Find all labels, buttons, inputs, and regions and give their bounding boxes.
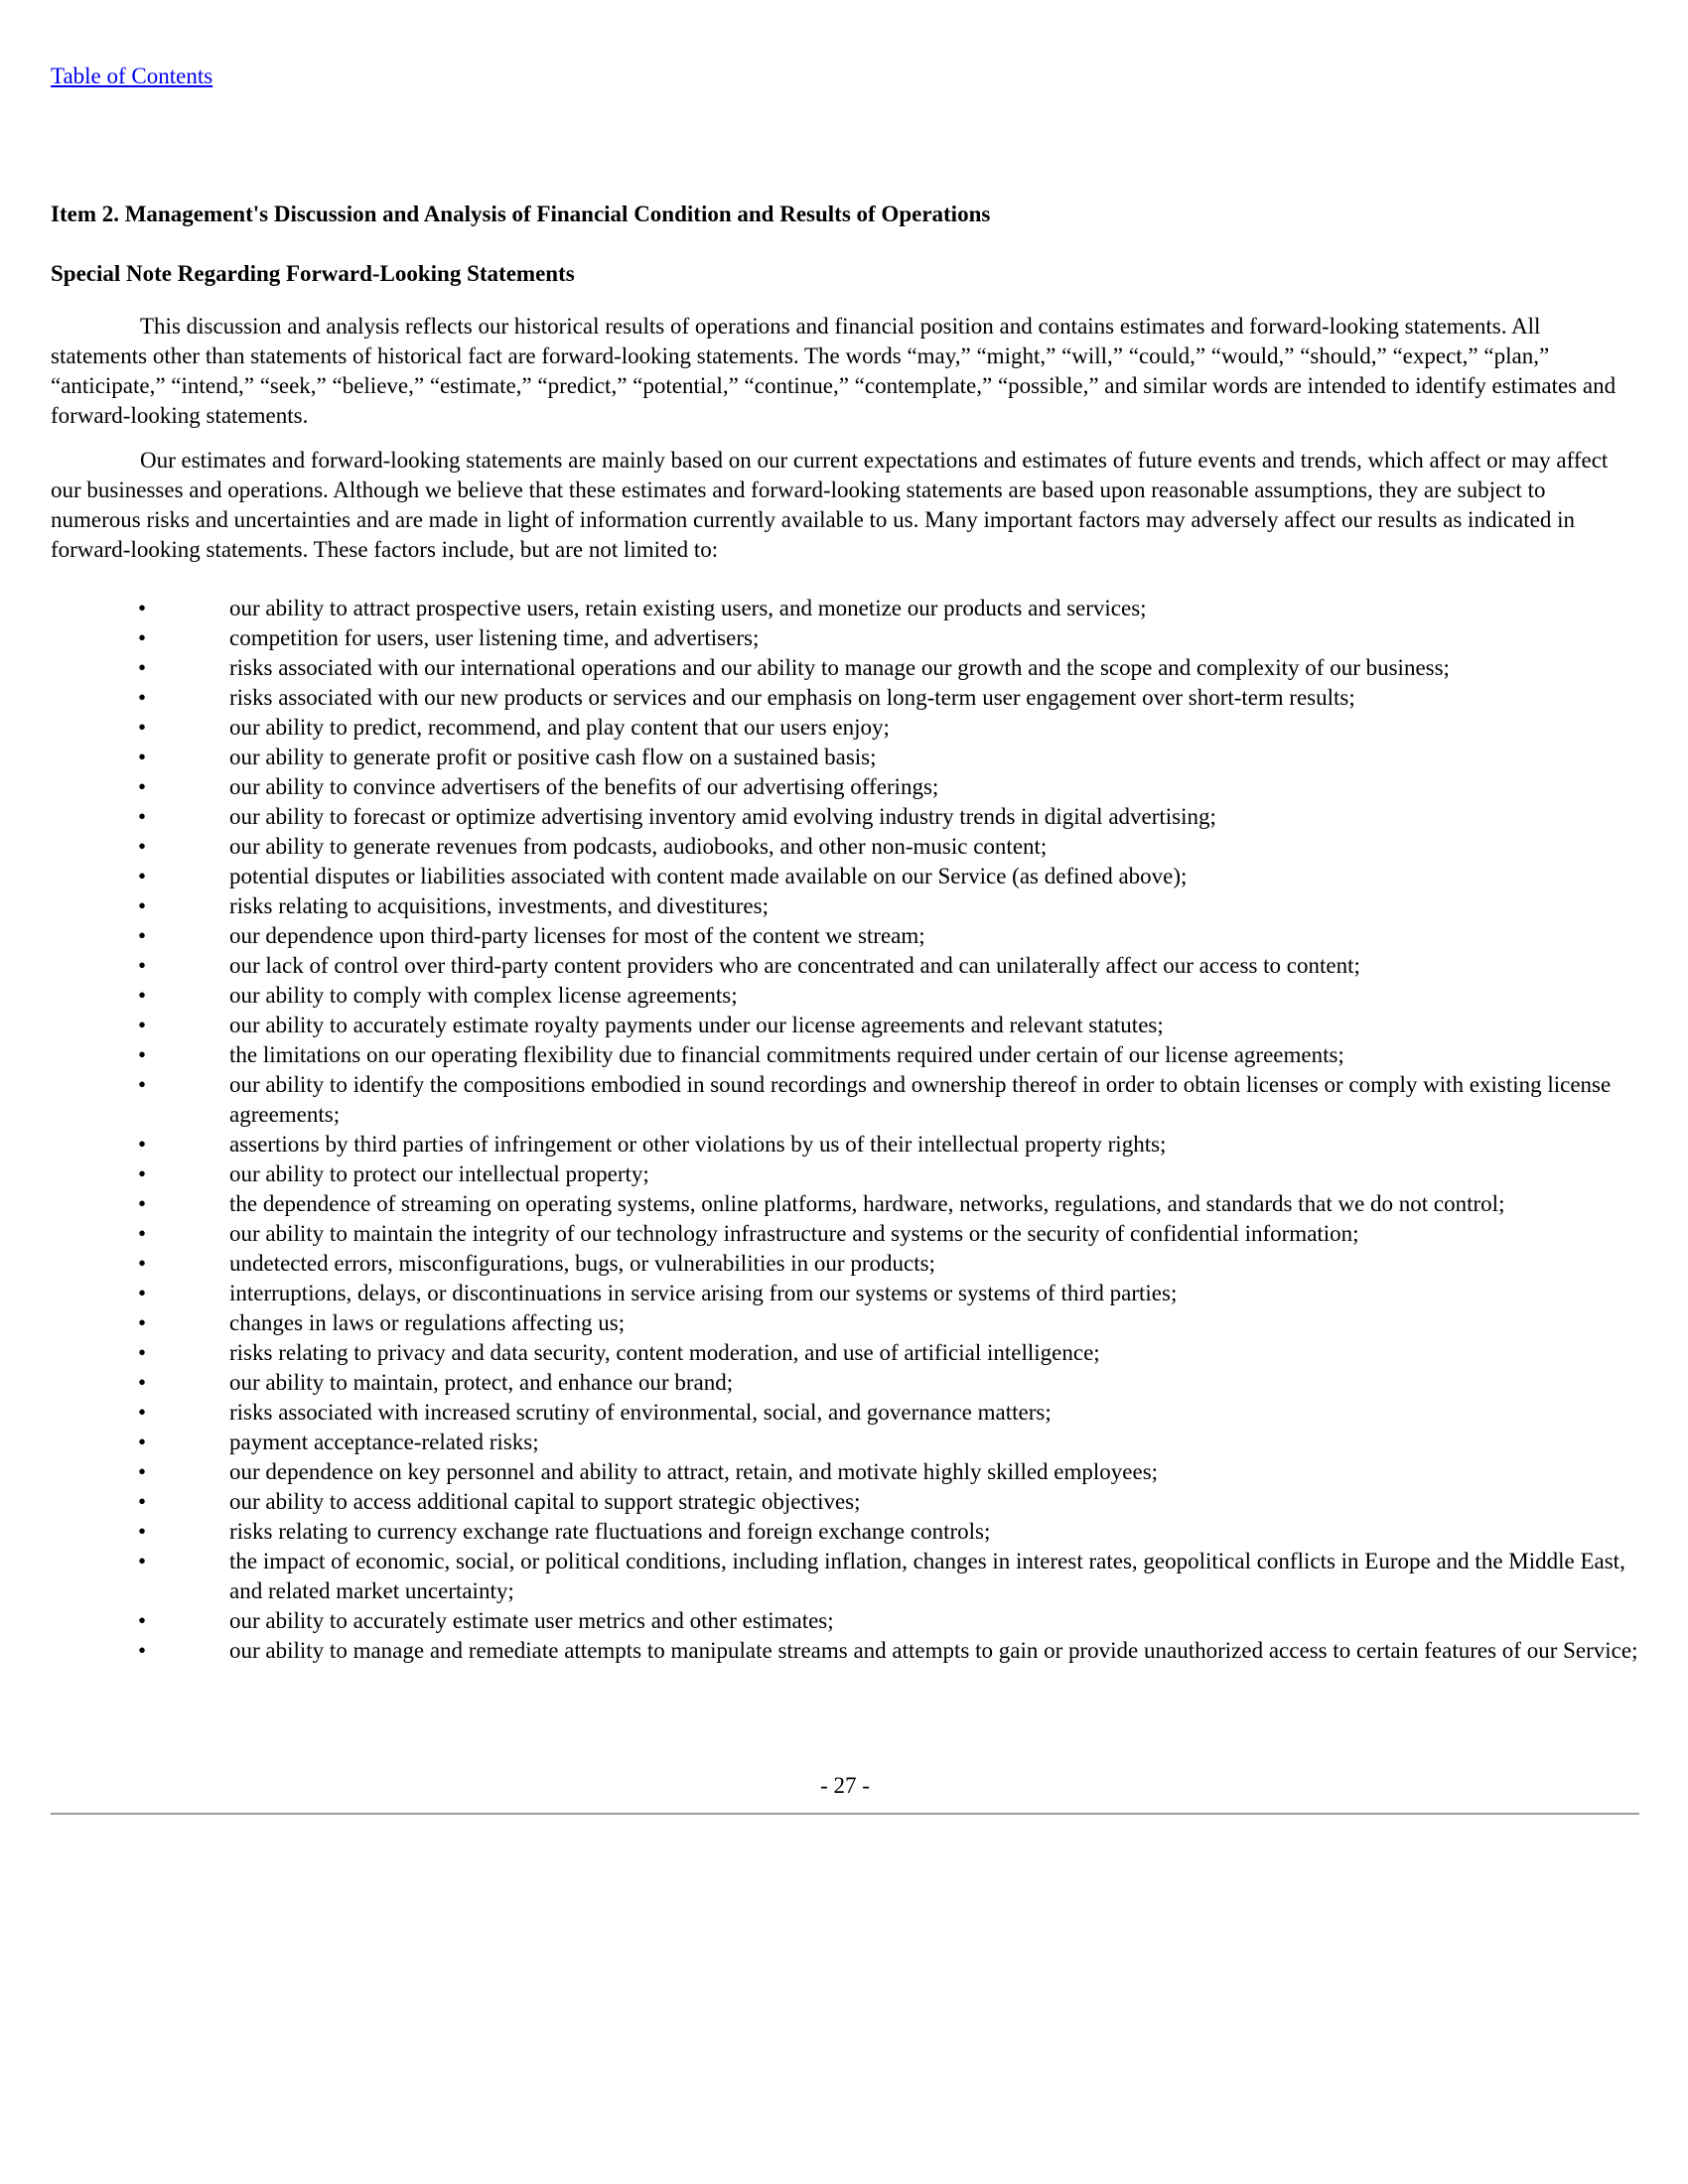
list-item [51, 653, 1639, 683]
list-item-text: interruptions, delays, or discontinuations in service arising from our systems or systems of third parties; [229, 1281, 1178, 1305]
list-item-text: changes in laws or regulations affecting us; [229, 1310, 626, 1335]
list-item [51, 1517, 1639, 1547]
list-item [51, 1070, 1639, 1130]
list-item-text: potential disputes or liabilities associated with content made available on our Service (as defined above); [229, 864, 1188, 888]
paragraph-forward-looking-intro: This discussion and analysis reflects our historical results of operations and financial position and contains estimates and forward-looking statements. All statements other than statements of historical fact are forward-looking statements. The words “may,” “might,” “will,” “could,” “would,” “should,” “expect,” “plan,” “anticipate,” “intend,” “seek,” “believe,” “estimate,” “predict,” “potential,” “continue,” “contemplate,” “possible,” and similar words are intended to identify estimates and forward-looking statements. [51, 314, 1617, 428]
item-heading: Item 2. Management's Discussion and Analysis of Financial Condition and Results of Operations [51, 202, 991, 226]
bullet-icon: • [138, 1489, 147, 1514]
bullet-icon: • [138, 1013, 147, 1037]
bullet-icon: • [138, 625, 147, 650]
list-item-text: our ability to maintain, protect, and enhance our brand; [229, 1370, 734, 1395]
list-item-text: our ability to generate revenues from podcasts, audiobooks, and other non-music content; [229, 834, 1048, 859]
bullet-icon: • [138, 1549, 147, 1573]
list-item [51, 1279, 1639, 1308]
list-item [51, 1219, 1639, 1249]
bullet-icon: • [138, 685, 147, 710]
bullet-icon: • [138, 1608, 147, 1633]
bullet-icon: • [138, 1459, 147, 1484]
list-item-text: our ability to forecast or optimize advertising inventory amid evolving industry trends in digital advertising; [229, 804, 1216, 829]
list-item-text: our dependence on key personnel and ability to attract, retain, and motivate highly skilled employees; [229, 1459, 1159, 1484]
list-item-text: risks relating to privacy and data security, content moderation, and use of artificial intelligence; [229, 1340, 1100, 1365]
page-number: - 27 - [820, 1773, 870, 1798]
list-item [51, 1308, 1639, 1338]
list-item [51, 1338, 1639, 1368]
list-item [51, 862, 1639, 891]
bullet-icon: • [138, 1132, 147, 1157]
list-item-text: our ability to maintain the integrity of our technology infrastructure and systems or the security of confidential information; [229, 1221, 1359, 1246]
list-item [51, 743, 1639, 772]
bullet-icon: • [138, 1370, 147, 1395]
bullet-icon: • [138, 1161, 147, 1186]
list-item [51, 1487, 1639, 1517]
list-item-text: undetected errors, misconfigurations, bugs, or vulnerabilities in our products; [229, 1251, 935, 1276]
list-item-text: our ability to protect our intellectual property; [229, 1161, 649, 1186]
bullet-icon: • [138, 1430, 147, 1454]
bullet-icon: • [138, 596, 147, 620]
bullet-icon: • [138, 1519, 147, 1544]
list-item [51, 1547, 1639, 1606]
bullet-icon: • [138, 864, 147, 888]
list-item-text: our ability to identify the compositions embodied in sound recordings and ownership thereof in order to obtain licenses or comply with existing license agreements; [229, 1072, 1612, 1127]
bullet-icon: • [138, 1221, 147, 1246]
bullet-icon: • [138, 1281, 147, 1305]
list-item-text: our ability to predict, recommend, and play content that our users enjoy; [229, 715, 890, 740]
bullet-icon: • [138, 893, 147, 918]
list-item [51, 832, 1639, 862]
list-item [51, 1130, 1639, 1160]
bullet-icon: • [138, 1251, 147, 1276]
list-item-text: competition for users, user listening time, and advertisers; [229, 625, 760, 650]
list-item-text: our ability to accurately estimate user metrics and other estimates; [229, 1608, 834, 1633]
list-item-text: our ability to manage and remediate attempts to manipulate streams and attempts to gain or provide unauthorized access to certain features of our Service; [229, 1638, 1638, 1663]
list-item-text: our ability to accurately estimate royalty payments under our license agreements and relevant statutes; [229, 1013, 1164, 1037]
bullet-icon: • [138, 1072, 147, 1097]
list-item [51, 594, 1639, 623]
list-item [51, 683, 1639, 713]
bullet-icon: • [138, 1638, 147, 1663]
list-item-text: the dependence of streaming on operating systems, online platforms, hardware, networks, regulations, and standards that we do not control; [229, 1191, 1505, 1216]
list-item-text: our ability to comply with complex license agreements; [229, 983, 738, 1008]
bullet-icon: • [138, 715, 147, 740]
list-item-text: our dependence upon third-party licenses for most of the content we stream; [229, 923, 925, 948]
list-item-text: our ability to access additional capital to support strategic objectives; [229, 1489, 861, 1514]
list-item-text: our lack of control over third-party content providers who are concentrated and can unilaterally affect our access to content; [229, 953, 1360, 978]
page-divider [51, 1813, 1639, 1815]
list-item [51, 981, 1639, 1011]
bullet-icon: • [138, 1191, 147, 1216]
list-item-text: the limitations on our operating flexibility due to financial commitments required under certain of our license agreements; [229, 1042, 1344, 1067]
list-item-text: risks relating to currency exchange rate fluctuations and foreign exchange controls; [229, 1519, 991, 1544]
table-of-contents-link[interactable]: Table of Contents [51, 64, 213, 88]
list-item [51, 1011, 1639, 1040]
list-item [51, 802, 1639, 832]
list-item-text: risks relating to acquisitions, investments, and divestitures; [229, 893, 769, 918]
bullet-icon: • [138, 804, 147, 829]
list-item [51, 891, 1639, 921]
bullet-icon: • [138, 953, 147, 978]
bullet-icon: • [138, 745, 147, 769]
list-item [51, 921, 1639, 951]
paragraph-estimates-basis: Our estimates and forward-looking statements are mainly based on our current expectations and estimates of future events and trends, which affect or may affect our businesses and operations. Although we believe that these estimates and forward-looking statements are based upon reasonable assumptions, they are subject to numerous risks and uncertainties and are made in light of information currently available to us. Many important factors may adversely affect our results as indicated in forward-looking statements. These factors include, but are not limited to: [51, 448, 1609, 562]
list-item-text: our ability to convince advertisers of the benefits of our advertising offerings; [229, 774, 939, 799]
list-item-text: our ability to attract prospective users, retain existing users, and monetize our products and services; [229, 596, 1147, 620]
list-item [51, 1457, 1639, 1487]
list-item-text: risks associated with increased scrutiny of environmental, social, and governance matters; [229, 1400, 1052, 1425]
bullet-icon: • [138, 1400, 147, 1425]
list-item [51, 1398, 1639, 1428]
list-item [51, 623, 1639, 653]
risk-factors-list [51, 594, 1639, 1666]
list-item [51, 1636, 1639, 1666]
bullet-icon: • [138, 834, 147, 859]
list-item [51, 1368, 1639, 1398]
list-item [51, 1040, 1639, 1070]
list-item [51, 713, 1639, 743]
list-item [51, 951, 1639, 981]
list-item-text: assertions by third parties of infringement or other violations by us of their intellectual property rights; [229, 1132, 1167, 1157]
bullet-icon: • [138, 1340, 147, 1365]
bullet-icon: • [138, 983, 147, 1008]
list-item [51, 1606, 1639, 1636]
list-item-text: the impact of economic, social, or political conditions, including inflation, changes in interest rates, geopolitical conflicts in Europe and the Middle East, and related market uncertainty; [229, 1549, 1625, 1603]
list-item [51, 1160, 1639, 1189]
list-item-text: our ability to generate profit or positive cash flow on a sustained basis; [229, 745, 877, 769]
list-item [51, 1189, 1639, 1219]
list-item [51, 772, 1639, 802]
bullet-icon: • [138, 1042, 147, 1067]
list-item [51, 1428, 1639, 1457]
bullet-icon: • [138, 1310, 147, 1335]
list-item-text: risks associated with our new products or services and our emphasis on long-term user engagement over short-term results; [229, 685, 1355, 710]
list-item [51, 1249, 1639, 1279]
bullet-icon: • [138, 774, 147, 799]
list-item-text: risks associated with our international operations and our ability to manage our growth and the scope and complexity of our business; [229, 655, 1450, 680]
section-subheading: Special Note Regarding Forward-Looking Statements [51, 261, 575, 286]
list-item-text: payment acceptance-related risks; [229, 1430, 539, 1454]
bullet-icon: • [138, 923, 147, 948]
bullet-icon: • [138, 655, 147, 680]
